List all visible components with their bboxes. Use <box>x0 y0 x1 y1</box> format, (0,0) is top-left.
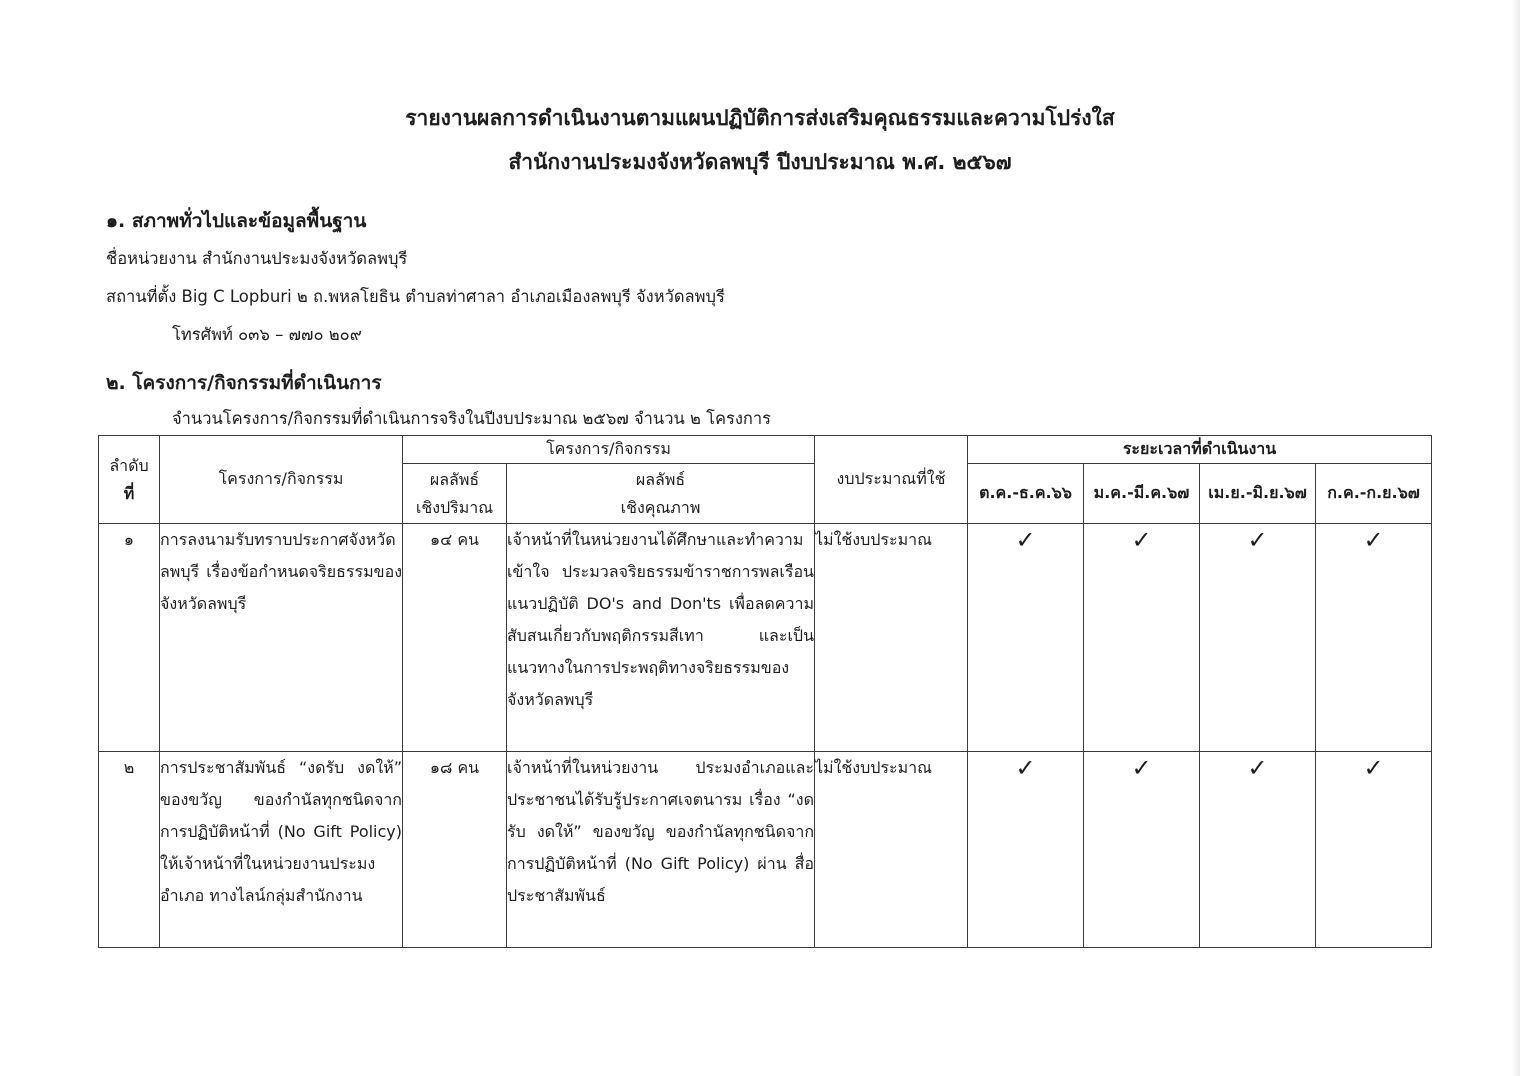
document-subtitle: สำนักงานประมงจังหวัดลพบุรี ปีงบประมาณ พ.ศ. ๒๕๖๗ <box>508 150 1012 174</box>
project-table <box>98 435 1432 948</box>
row-no: ๒ <box>99 752 160 948</box>
project-count-summary: จำนวนโครงการ/กิจกรรมที่ดำเนินการจริงในปีงบประมาณ ๒๕๖๗ จำนวน ๒ โครงการ <box>172 409 772 428</box>
header-project-group: โครงการ/กิจกรรม <box>403 436 815 464</box>
header-quality <box>507 464 815 524</box>
row-quantity: ๑๔ คน <box>403 524 507 752</box>
row-no: ๑ <box>99 524 160 752</box>
section2-heading: ๒. โครงการ/กิจกรรมที่ดำเนินการ <box>106 372 382 394</box>
header-quality-line2: เชิงคุณภาพ <box>620 497 701 517</box>
header-no-line1: ลำดับ <box>109 455 149 475</box>
row-quality: เจ้าหน้าที่ในหน่วยงานได้ศึกษาและทำความเข้าใจ ประมวลจริยธรรมข้าราชการพลเรือน แนวปฏิบัติ DO's and Don'ts เพื่อลดความสับสนเกี่ยวกับพฤติกรรมสีเทา และเป็นแนวทางในการประพฤติทางจริยธรรมของจังหวัดลพบุรี <box>507 524 815 752</box>
header-project: โครงการ/กิจกรรม <box>160 436 403 524</box>
header-q2: ม.ค.-มี.ค.๖๗ <box>1084 464 1200 524</box>
header-quantity-line1: ผลลัพธ์ <box>429 469 480 489</box>
header-quantity <box>403 464 507 524</box>
header-budget: งบประมาณที่ใช้ <box>815 436 968 524</box>
check-icon: ✓ <box>1200 752 1316 948</box>
header-q3: เม.ย.-มิ.ย.๖๗ <box>1200 464 1316 524</box>
row-quality: เจ้าหน้าที่ในหน่วยงาน ประมงอำเภอและประชาชนได้รับรู้ประกาศเจตนารม เรื่อง “งดรับ งดให้” ของขวัญ ของกำนัลทุกชนิดจากการปฏิบัติหน้าที่ (No Gift Policy) ผ่าน สื่อประชาสัมพันธ์ <box>507 752 815 948</box>
header-q1: ต.ค.-ธ.ค.๖๖ <box>968 464 1084 524</box>
check-icon: ✓ <box>968 524 1084 752</box>
row-budget: ไม่ใช้งบประมาณ <box>815 752 968 948</box>
check-icon: ✓ <box>1316 752 1432 948</box>
row-project: การลงนามรับทราบประกาศจังหวัดลพบุรี เรื่องข้อกำหนดจริยธรรมของจังหวัดลพบุรี <box>160 524 403 752</box>
check-icon: ✓ <box>1084 752 1200 948</box>
header-no-line2: ที่ <box>123 483 135 503</box>
header-q4: ก.ค.-ก.ย.๖๗ <box>1316 464 1432 524</box>
check-icon: ✓ <box>1316 524 1432 752</box>
agency-location: สถานที่ตั้ง Big C Lopburi ๒ ถ.พหลโยธิน ตำบลท่าศาลา อำเภอเมืองลพบุรี จังหวัดลพบุรี <box>106 287 725 306</box>
section1-heading: ๑. สภาพทั่วไปและข้อมูลพื้นฐาน <box>106 210 367 232</box>
row-budget: ไม่ใช้งบประมาณ <box>815 524 968 752</box>
row-quantity: ๑๘ คน <box>403 752 507 948</box>
document-title: รายงานผลการดำเนินงานตามแผนปฏิบัติการส่งเสริมคุณธรรมและความโปร่งใส <box>405 106 1115 130</box>
header-quantity-line2: เชิงปริมาณ <box>415 497 494 517</box>
table-row <box>99 752 1432 948</box>
table-header-row <box>99 436 1432 464</box>
check-icon: ✓ <box>1200 524 1316 752</box>
table-row <box>99 524 1432 752</box>
check-icon: ✓ <box>1084 524 1200 752</box>
header-quality-line1: ผลลัพธ์ <box>635 469 686 489</box>
scan-edge-shadow <box>1512 0 1520 1076</box>
header-no <box>99 436 160 524</box>
agency-name: ชื่อหน่วยงาน สำนักงานประมงจังหวัดลพบุรี <box>106 249 408 268</box>
row-project: การประชาสัมพันธ์ “งดรับ งดให้” ของขวัญ ของกำนัลทุกชนิดจากการปฏิบัติหน้าที่ (No Gift Policy) ให้เจ้าหน้าที่ในหน่วยงานประมงอำเภอ ทางไลน์กลุ่มสำนักงาน <box>160 752 403 948</box>
header-period-group: ระยะเวลาที่ดำเนินงาน <box>968 436 1432 464</box>
check-icon: ✓ <box>968 752 1084 948</box>
agency-phone: โทรศัพท์ ๐๓๖ – ๗๗๐ ๒๐๙ <box>172 325 362 344</box>
